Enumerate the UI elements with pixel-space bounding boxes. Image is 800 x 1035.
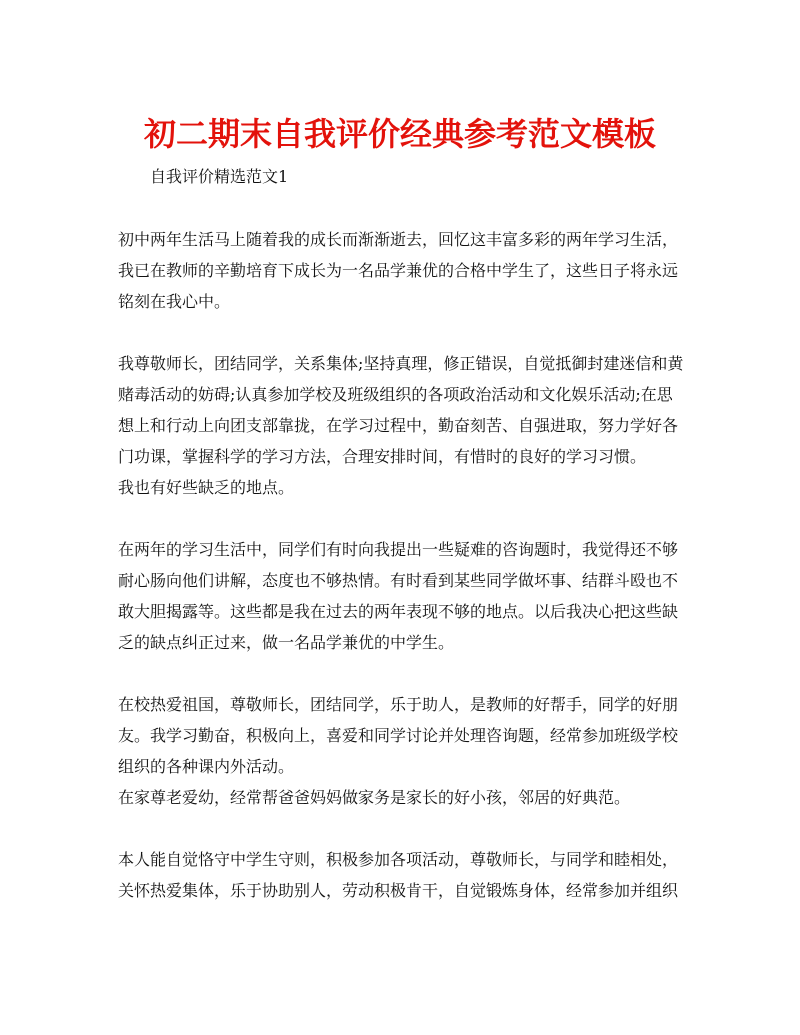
page-title: 初二期末自我评价经典参考范文模板: [143, 115, 656, 153]
paragraph-line: 组织的各种课内外活动。: [118, 757, 295, 776]
paragraph-line: 友。我学习勤奋，积极向上，喜爱和同学讨论并处理咨询题，经常参加班级学校: [118, 726, 679, 745]
paragraph-line: 乏的缺点纠正过来，做一名品学兼优的中学生。: [118, 633, 455, 652]
paragraph: [118, 844, 680, 906]
paragraph-line: 想上和行动上向团支部靠拢，在学习过程中，勤奋刻苦、自强进取，努力学好各: [118, 416, 679, 435]
paragraph-line: 耐心肠向他们讲解，态度也不够热情。有时看到某些同学做坏事、结群斗殴也不: [118, 571, 679, 590]
paragraph-line: 我已在教师的辛勤培育下成长为一名品学兼优的合格中学生了，这些日子将永远: [118, 261, 679, 280]
paragraph-line: 我也有好些缺乏的地点。: [118, 478, 295, 497]
paragraph: [118, 534, 680, 658]
paragraph-line: 初中两年生活马上随着我的成长而渐渐逝去，回忆这丰富多彩的两年学习生活，: [118, 230, 679, 249]
paragraph-line: 铭刻在我心中。: [118, 292, 231, 311]
paragraph-line: 在校热爱祖国，尊敬师长，团结同学，乐于助人，是教师的好帮手，同学的好朋: [118, 695, 679, 714]
document-body: [118, 224, 684, 906]
paragraph-line: 门功课，掌握科学的学习方法，合理安排时间，有惜时的良好的学习习惯。: [118, 447, 647, 466]
paragraph-line: 我尊敬师长，团结同学，关系集体;坚持真理，修正错误，自觉抵御封建迷信和黄: [118, 354, 684, 373]
paragraph: [118, 348, 684, 503]
paragraph-line: 本人能自觉恪守中学生守则，积极参加各项活动，尊敬师长，与同学和睦相处，: [118, 850, 679, 869]
paragraph: [118, 224, 680, 317]
section-subtitle: 自我评价精选范文1: [150, 167, 289, 186]
paragraph-line: 敢大胆揭露等。这些都是我在过去的两年表现不够的地点。以后我决心把这些缺: [118, 602, 679, 621]
paragraph-line: 赌毒活动的妨碍;认真参加学校及班级组织的各项政治活动和文化娱乐活动;在思: [118, 385, 673, 404]
paragraph: [118, 689, 680, 813]
paragraph-line: 关怀热爱集体，乐于协助别人，劳动积极肯干，自觉锻炼身体，经常参加并组织: [118, 881, 679, 900]
paragraph-line: 在两年的学习生活中，同学们有时向我提出一些疑难的咨询题时，我觉得还不够: [118, 540, 679, 559]
paragraph-line: 在家尊老爱幼，经常帮爸爸妈妈做家务是家长的好小孩，邻居的好典范。: [118, 788, 631, 807]
